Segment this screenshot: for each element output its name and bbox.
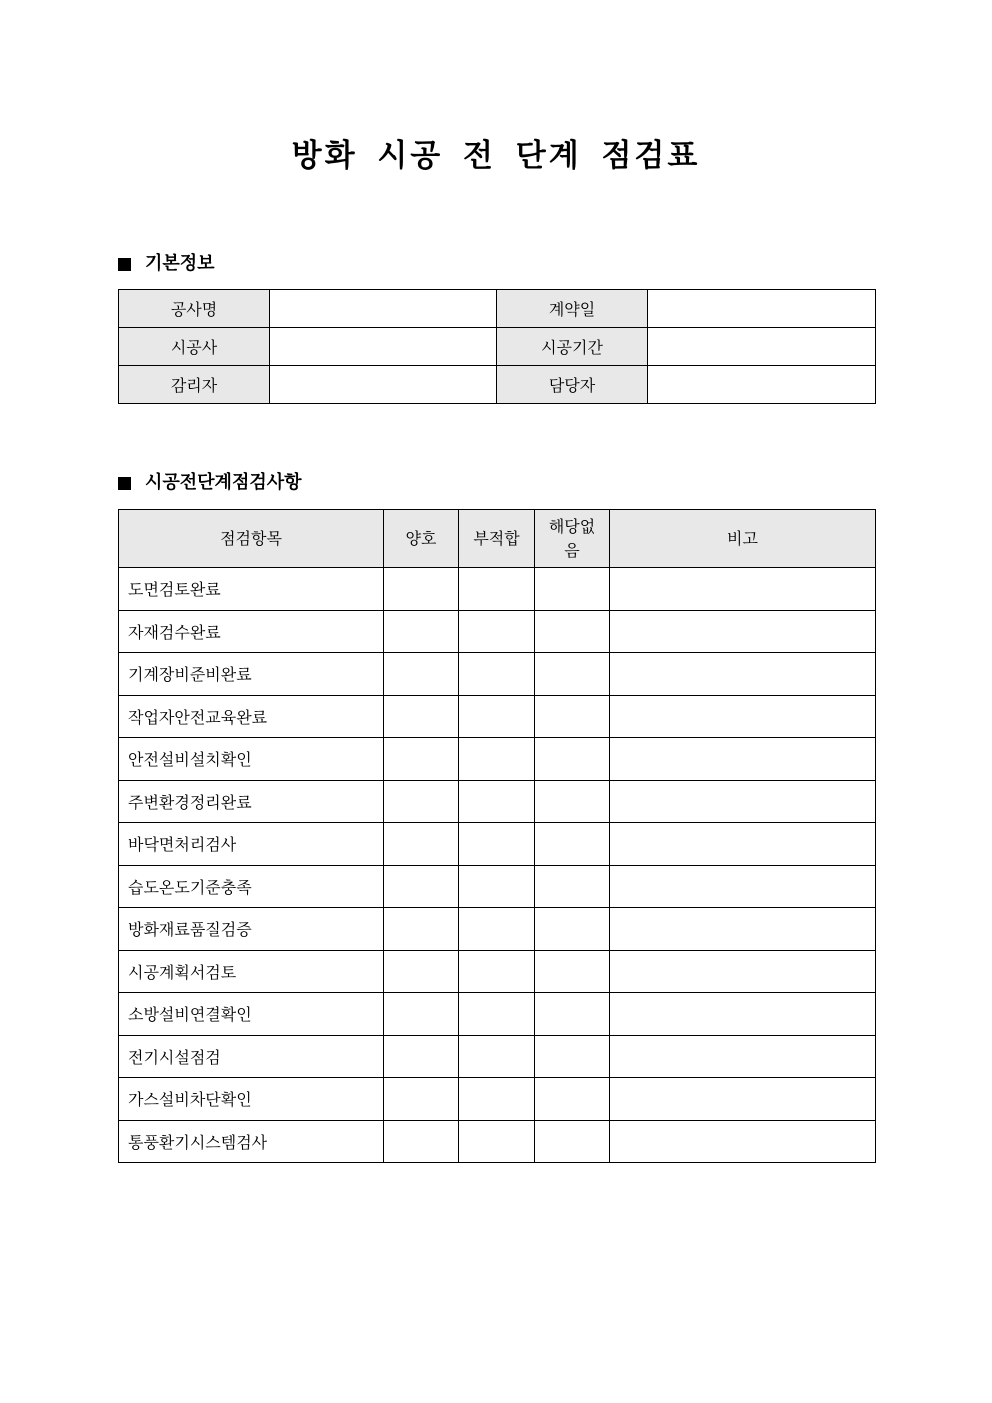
remarks-cell[interactable] [610,1035,876,1078]
checklist-row [119,1035,876,1078]
info-label: 감리자 [119,366,270,404]
remarks-cell[interactable] [610,1078,876,1121]
unsuitable-check-cell[interactable] [459,1035,535,1078]
not-applicable-check-cell[interactable] [535,908,610,951]
remarks-cell[interactable] [610,865,876,908]
info-value-field[interactable] [270,366,497,404]
good-check-cell[interactable] [384,780,459,823]
unsuitable-check-cell[interactable] [459,695,535,738]
header-good: 양호 [384,510,459,568]
good-check-cell[interactable] [384,610,459,653]
check-item-label: 바닥면처리검사 [119,823,384,866]
check-item-label: 방화재료품질검증 [119,908,384,951]
not-applicable-check-cell[interactable] [535,610,610,653]
checklist-header-row [119,510,876,568]
not-applicable-check-cell[interactable] [535,780,610,823]
info-row [119,366,876,404]
check-item-label: 전기시설점검 [119,1035,384,1078]
header-na-line2: 음 [564,540,580,560]
unsuitable-check-cell[interactable] [459,610,535,653]
not-applicable-check-cell[interactable] [535,1120,610,1163]
header-unsuitable: 부적합 [459,510,535,568]
info-label: 계약일 [497,290,648,328]
unsuitable-check-cell[interactable] [459,780,535,823]
not-applicable-check-cell[interactable] [535,1078,610,1121]
info-label: 담당자 [497,366,648,404]
checklist-row [119,653,876,696]
info-value-field[interactable] [648,290,876,328]
section-checklist-heading [118,471,302,495]
check-item-label: 소방설비연결확인 [119,993,384,1036]
checklist-row [119,993,876,1036]
info-value-field[interactable] [270,290,497,328]
square-bullet-icon [118,477,131,490]
good-check-cell[interactable] [384,1078,459,1121]
unsuitable-check-cell[interactable] [459,908,535,951]
info-label: 시공사 [119,328,270,366]
good-check-cell[interactable] [384,1120,459,1163]
checklist-row [119,738,876,781]
remarks-cell[interactable] [610,610,876,653]
good-check-cell[interactable] [384,568,459,611]
not-applicable-check-cell[interactable] [535,653,610,696]
unsuitable-check-cell[interactable] [459,823,535,866]
not-applicable-check-cell[interactable] [535,950,610,993]
check-item-label: 가스설비차단확인 [119,1078,384,1121]
checklist-row [119,1120,876,1163]
header-check-item: 점검항목 [119,510,384,568]
remarks-cell[interactable] [610,738,876,781]
info-value-field[interactable] [648,366,876,404]
good-check-cell[interactable] [384,738,459,781]
info-row [119,290,876,328]
unsuitable-check-cell[interactable] [459,865,535,908]
unsuitable-check-cell[interactable] [459,738,535,781]
checklist-row [119,780,876,823]
good-check-cell[interactable] [384,1035,459,1078]
checklist-row [119,610,876,653]
unsuitable-check-cell[interactable] [459,653,535,696]
info-row [119,328,876,366]
info-label: 공사명 [119,290,270,328]
not-applicable-check-cell[interactable] [535,568,610,611]
remarks-cell[interactable] [610,950,876,993]
good-check-cell[interactable] [384,908,459,951]
remarks-cell[interactable] [610,823,876,866]
unsuitable-check-cell[interactable] [459,1078,535,1121]
unsuitable-check-cell[interactable] [459,993,535,1036]
good-check-cell[interactable] [384,823,459,866]
not-applicable-check-cell[interactable] [535,1035,610,1078]
header-remarks: 비고 [610,510,876,568]
checklist-row [119,865,876,908]
check-item-label: 습도온도기준충족 [119,865,384,908]
check-item-label: 통풍환기시스템검사 [119,1120,384,1163]
info-label: 시공기간 [497,328,648,366]
check-item-label: 주변환경정리완료 [119,780,384,823]
check-item-label: 안전설비설치확인 [119,738,384,781]
remarks-cell[interactable] [610,780,876,823]
remarks-cell[interactable] [610,908,876,951]
square-bullet-icon [118,258,131,271]
unsuitable-check-cell[interactable] [459,950,535,993]
checklist-row [119,568,876,611]
check-item-label: 작업자안전교육완료 [119,695,384,738]
check-item-label: 도면검토완료 [119,568,384,611]
header-not-applicable [535,510,610,568]
header-na-line1: 해당없 [548,516,596,536]
remarks-cell[interactable] [610,568,876,611]
section-basic-info-label: 기본정보 [145,253,215,274]
checklist-row [119,1078,876,1121]
not-applicable-check-cell[interactable] [535,865,610,908]
not-applicable-check-cell[interactable] [535,738,610,781]
good-check-cell[interactable] [384,865,459,908]
good-check-cell[interactable] [384,993,459,1036]
basic-info-table [118,289,876,404]
section-checklist-label: 시공전단계점검사항 [145,472,302,493]
check-item-label: 시공계획서검토 [119,950,384,993]
checklist-row [119,695,876,738]
check-item-label: 기계장비준비완료 [119,653,384,696]
document-title: 방화 시공 전 단계 점검표 [291,138,701,174]
remarks-cell[interactable] [610,695,876,738]
info-value-field[interactable] [648,328,876,366]
unsuitable-check-cell[interactable] [459,568,535,611]
checklist-row [119,908,876,951]
good-check-cell[interactable] [384,950,459,993]
checklist-row [119,823,876,866]
checklist-table [118,509,876,1163]
info-value-field[interactable] [270,328,497,366]
check-item-label: 자재검수완료 [119,610,384,653]
remarks-cell[interactable] [610,1120,876,1163]
section-basic-info-heading [118,252,215,276]
remarks-cell[interactable] [610,653,876,696]
remarks-cell[interactable] [610,993,876,1036]
not-applicable-check-cell[interactable] [535,695,610,738]
checklist-row [119,950,876,993]
good-check-cell[interactable] [384,653,459,696]
not-applicable-check-cell[interactable] [535,993,610,1036]
unsuitable-check-cell[interactable] [459,1120,535,1163]
good-check-cell[interactable] [384,695,459,738]
not-applicable-check-cell[interactable] [535,823,610,866]
